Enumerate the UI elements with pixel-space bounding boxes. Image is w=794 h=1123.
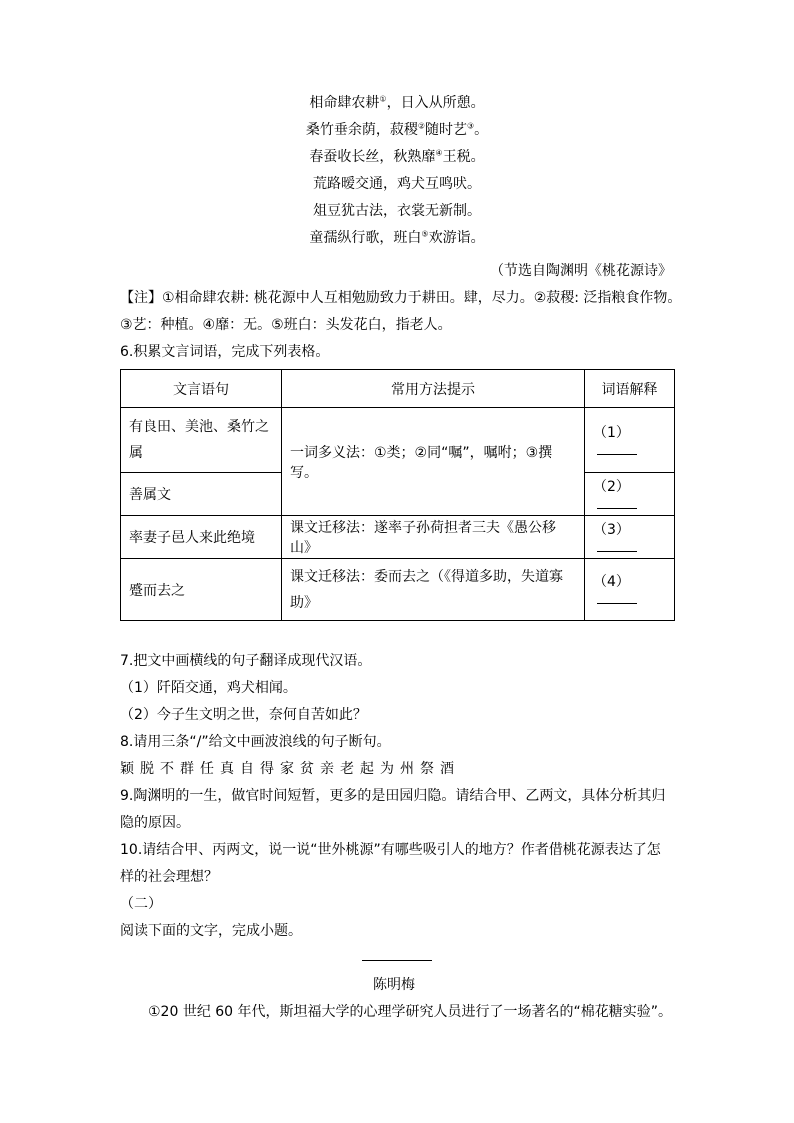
- poem: [0, 90, 794, 252]
- table-row: [121, 559, 675, 621]
- poem-line: 俎豆犹古法，衣裳无新制。: [313, 203, 481, 219]
- cell-shared-method: 一词多义法：①类；②同“嘱”，嘱咐；③撰写。: [282, 408, 585, 516]
- cell-sentence: 率妻子邑人来此绝境: [121, 516, 282, 559]
- poem-line: 相命肆农耕①，日入从所憩。: [309, 94, 485, 111]
- question-10-line-2: 样的社会理想？: [120, 869, 218, 885]
- question-6-prompt: 6.积累文言词语，完成下列表格。: [120, 344, 330, 360]
- cell-method: 课文迁移法：遂率子孙荷担者三夫《愚公移山》: [282, 516, 585, 559]
- question-7-item-1: （1）阡陌交通，鸡犬相闻。: [120, 680, 297, 696]
- poem-source: （节选自陶渊明《桃花源诗》: [490, 263, 672, 279]
- article-paragraph-1: ①20 世纪 60 年代，斯坦福大学的心理学研究人员进行了一场著名的“棉花糖实验”。: [148, 1004, 673, 1020]
- poem-line: 荒路暧交通，鸡犬互鸣吠。: [313, 176, 481, 192]
- question-10-line-1: 10.请结合甲、丙两文，说一说“世外桃源”有哪些吸引人的地方？作者借桃花源表达了怎: [120, 842, 661, 858]
- section-2-heading: （二）: [120, 896, 162, 912]
- question-7-prompt: 7.把文中画横线的句子翻译成现代汉语。: [120, 653, 372, 669]
- section-2-instruction: 阅读下面的文字，完成小题。: [120, 923, 302, 939]
- question-7-item-2: （2）今子生文明之世，奈何自苦如此？: [120, 707, 367, 723]
- answer-blank[interactable]: [597, 539, 637, 552]
- header-sentence: 文言语句: [121, 370, 282, 408]
- article-author: 陈明梅: [373, 977, 415, 993]
- cell-answer[interactable]: （3）: [585, 516, 675, 559]
- cell-sentence: 有良田、美池、桑竹之属: [121, 408, 282, 473]
- header-method: 常用方法提示: [282, 370, 585, 408]
- poem-line: 童孺纵行歌，班白⑤欢游诣。: [309, 229, 485, 246]
- question-8-sentence: 颖脱不群任真自得家贫亲老起为州祭酒: [120, 761, 460, 777]
- answer-blank[interactable]: [597, 496, 637, 509]
- cell-answer[interactable]: （2）: [585, 473, 675, 516]
- answer-blank[interactable]: [597, 442, 637, 455]
- table-row: [121, 408, 675, 473]
- title-blank-line: [362, 960, 432, 961]
- poem-line: 春蚕收长丝，秋熟靡④王税。: [309, 148, 485, 165]
- table-header-row: [121, 370, 675, 408]
- cell-method: 课文迁移法：委而去之（《得道多助，失道寡助》: [282, 559, 585, 621]
- cell-sentence: 蹙而去之: [121, 559, 282, 621]
- header-answer: 词语解释: [585, 370, 675, 408]
- vocab-table: [120, 369, 675, 621]
- table-row: [121, 516, 675, 559]
- cell-answer[interactable]: （1）: [585, 408, 675, 473]
- question-8-prompt: 8.请用三条“/”给文中画波浪线的句子断句。: [120, 734, 391, 750]
- poem-line: 桑竹垂余荫，菽稷②随时艺③。: [305, 121, 489, 138]
- cell-sentence: 善属文: [121, 473, 282, 516]
- answer-blank[interactable]: [597, 591, 637, 604]
- notes-line-1: 【注】①相命肆农耕: 桃花源中人互相勉励致力于耕田。肆，尽力。②菽稷: 泛指粮食作物。: [120, 290, 682, 306]
- cell-answer[interactable]: （4）: [585, 559, 675, 621]
- question-9-line-2: 隐的原因。: [120, 815, 190, 831]
- question-9-line-1: 9.陶渊明的一生，做官时间短暂，更多的是田园归隐。请结合甲、乙两文，具体分析其归: [120, 788, 666, 804]
- notes-line-2: ③艺：种植。④靡：无。⑤班白：头发花白，指老人。: [120, 317, 452, 333]
